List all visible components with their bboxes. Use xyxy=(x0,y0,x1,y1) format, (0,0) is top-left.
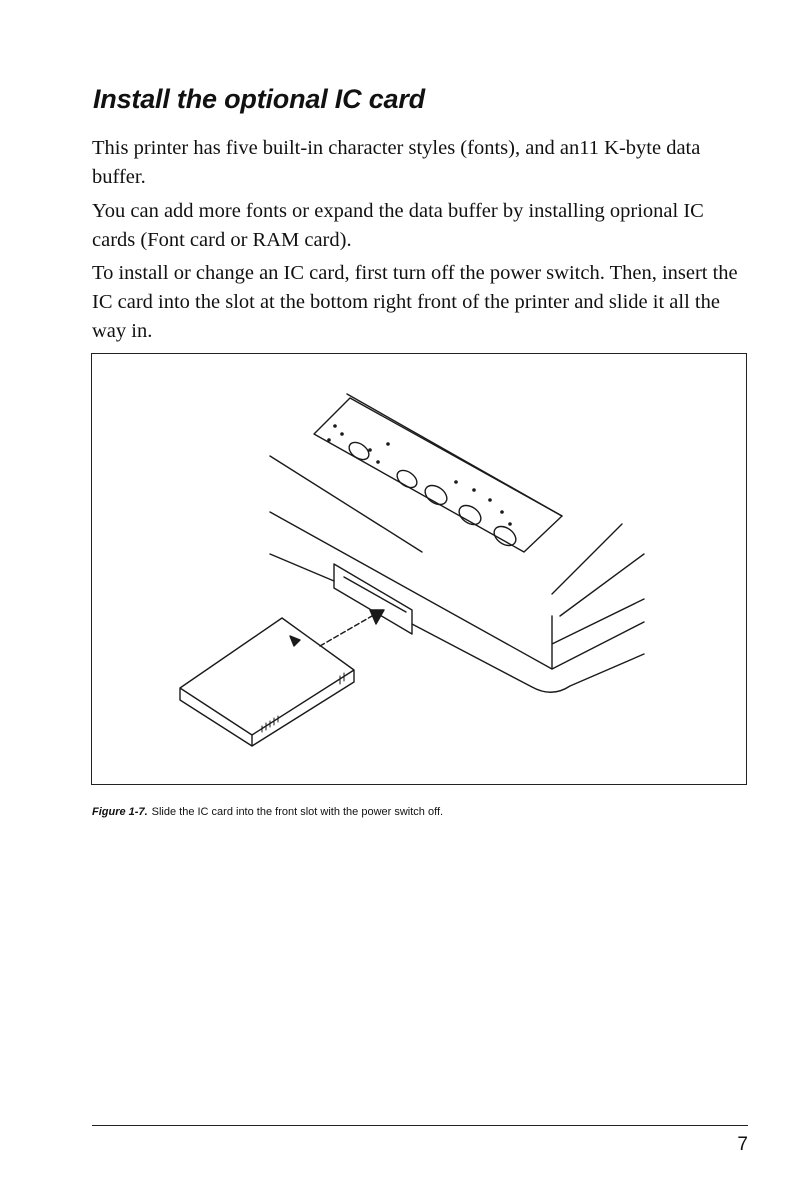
section-title: Install the optional IC card xyxy=(93,84,425,114)
printer-base-curve xyxy=(412,624,644,692)
figure-label: Figure 1-7. xyxy=(92,806,148,818)
printer-side-edges xyxy=(552,524,644,669)
printer-top-edge-front xyxy=(270,512,552,669)
insertion-arrow-line xyxy=(320,616,372,646)
figure-caption-text: Slide the IC card into the front slot with the power switch off. xyxy=(151,806,444,818)
panel-indicator-lights xyxy=(327,424,512,526)
control-panel-outline xyxy=(314,398,562,552)
paragraph-add-fonts: You can add more fonts or expand the data buffer by installing oprional IC cards (Font card or RAM card). xyxy=(92,200,704,251)
printer-front-edge xyxy=(270,554,334,581)
figure-caption xyxy=(92,806,443,818)
paragraph-fonts: This printer has five built-in character styles (fonts), and an11 K-byte data buffer. xyxy=(92,137,701,188)
panel-buttons xyxy=(346,439,519,549)
ic-card xyxy=(180,618,354,746)
printer-top-edge-left xyxy=(270,456,422,552)
ic-card-arrow xyxy=(290,636,300,646)
printer-ic-card-illustration xyxy=(92,354,748,786)
page-number: 7 xyxy=(737,1134,748,1155)
figure-frame xyxy=(91,353,747,785)
footer-divider xyxy=(92,1125,748,1126)
paragraph-install-steps: To install or change an IC card, first turn off the power switch. Then, insert the IC card into the slot at the bottom right front of the printer and slide it all the way in. xyxy=(92,262,738,342)
card-slot xyxy=(334,564,412,634)
